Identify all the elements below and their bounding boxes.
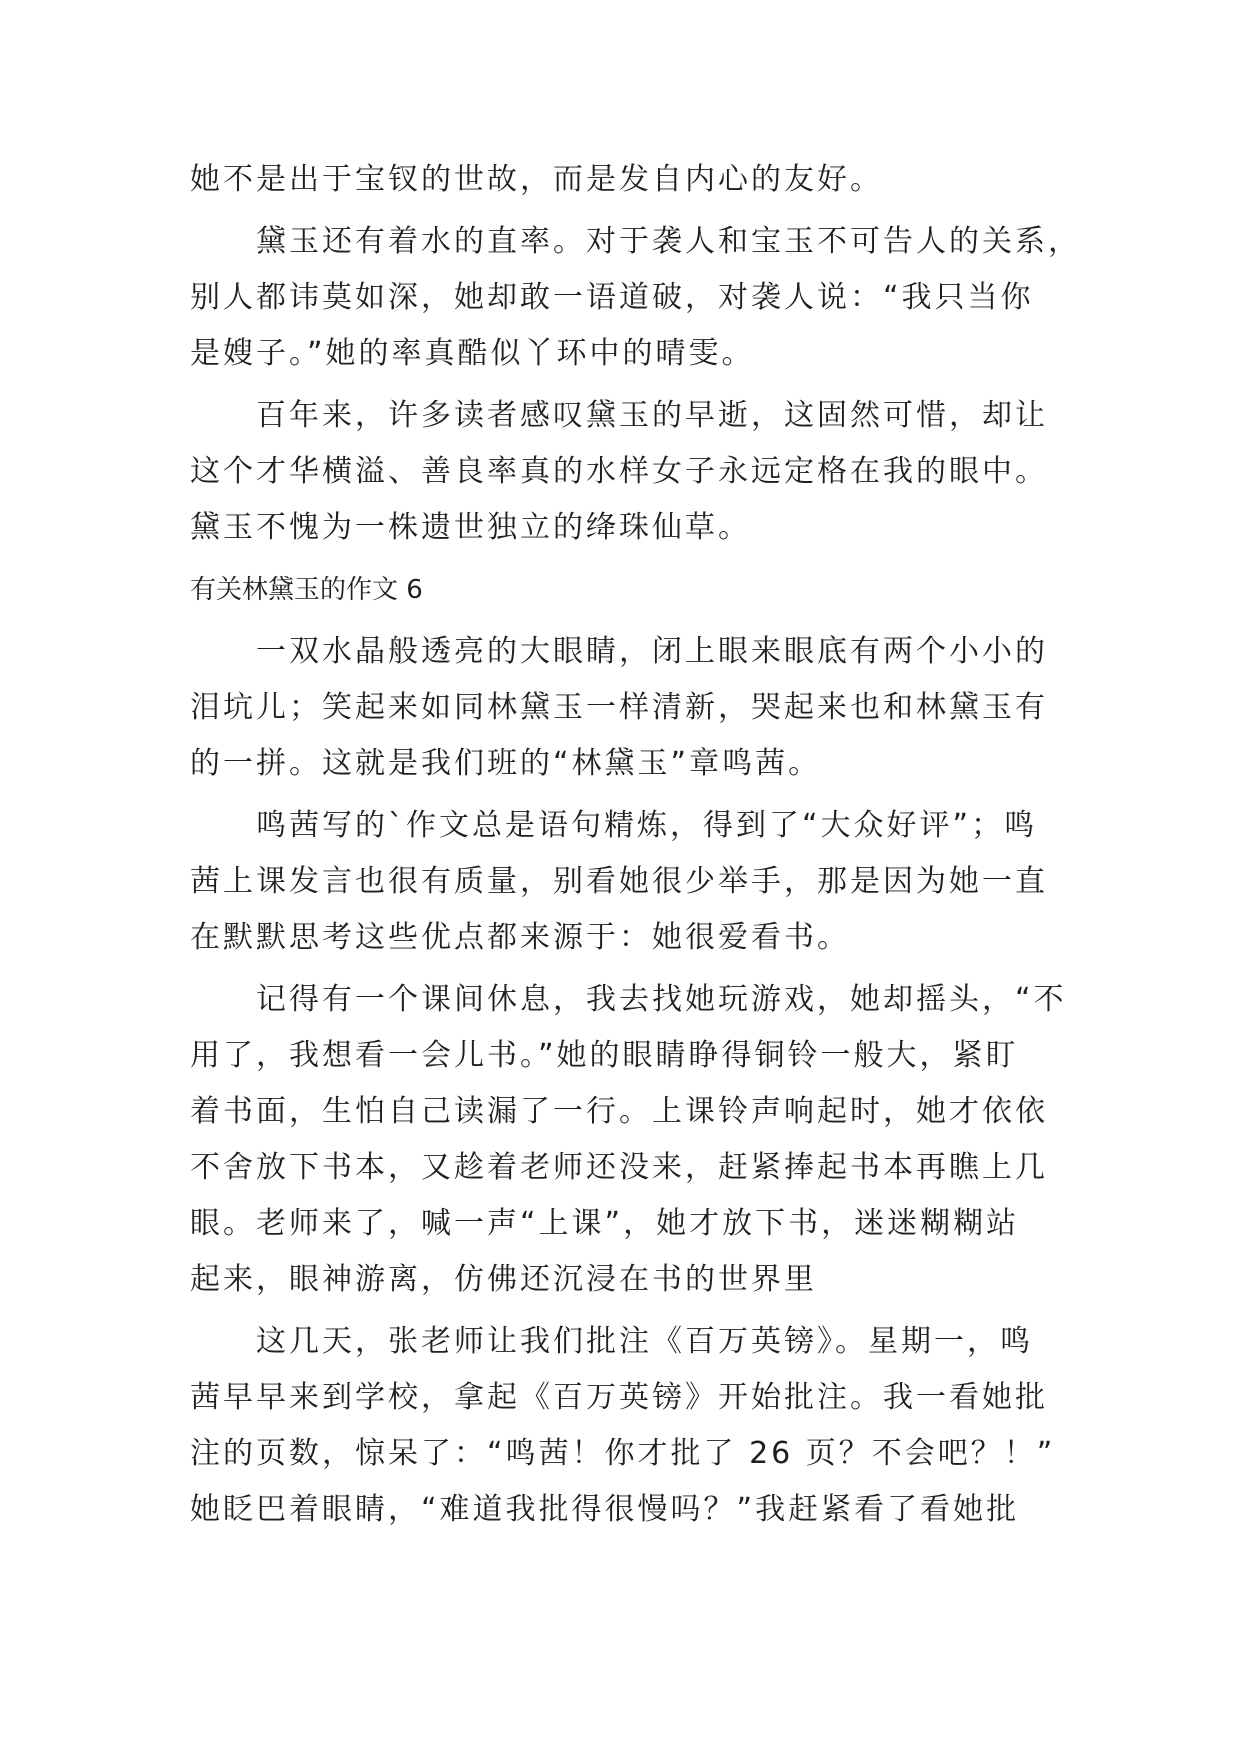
paragraph-line: 眼。老师来了，喊一声“上课”，她才放下书，迷迷糊糊站 xyxy=(190,1206,1020,1241)
paragraph-line: 记得有一个课间休息，我去找她玩游戏，她却摇头，“不 xyxy=(256,982,1067,1017)
paragraph xyxy=(190,152,1190,208)
paragraph-line: 泪坑儿；笑起来如同林黛玉一样清新，哭起来也和林黛玉有 xyxy=(190,690,1048,725)
paragraph xyxy=(190,214,1190,382)
paragraph xyxy=(190,798,1190,966)
paragraph-line: 她不是出于宝钗的世故，而是发自内心的友好。 xyxy=(190,162,883,197)
paragraph-line: 百年来，许多读者感叹黛玉的早逝，这固然可惜，却让 xyxy=(256,398,1048,433)
paragraph-line: 别人都讳莫如深，她却敢一语道破，对袭人说：“我只当你 xyxy=(190,280,1034,315)
paragraph-line: 茜早早来到学校，拿起《百万英镑》开始批注。我一看她批 xyxy=(190,1380,1048,1415)
document-body xyxy=(190,152,1190,1538)
paragraph-line: 鸣茜写的`作文总是语句精炼，得到了“大众好评”；鸣 xyxy=(256,808,1038,843)
paragraph-line: 不舍放下书本，又趁着老师还没来，赶紧捧起书本再瞧上几 xyxy=(190,1150,1048,1185)
paragraph-line: 注的页数，惊呆了：“鸣茜！你才批了 26 页？不会吧？！” xyxy=(190,1436,1056,1471)
paragraph-line: 黛玉不愧为一株遗世独立的绛珠仙草。 xyxy=(190,510,751,545)
paragraph-line: 起来，眼神游离，仿佛还沉浸在书的世界里 xyxy=(190,1262,817,1297)
paragraph-line: 茜上课发言也很有质量，别看她很少举手，那是因为她一直 xyxy=(190,864,1048,899)
paragraph-line: 用了，我想看一会儿书。”她的眼睛睁得铜铃一般大，紧盯 xyxy=(190,1038,1019,1073)
paragraph-line: 黛玉还有着水的直率。对于袭人和宝玉不可告人的关系， xyxy=(256,224,1081,259)
paragraph xyxy=(190,972,1190,1308)
paragraph-line: 的一拼。这就是我们班的“林黛玉”章鸣茜。 xyxy=(190,746,822,781)
paragraph-line: 她眨巴着眼睛，“难道我批得很慢吗？”我赶紧看了看她批 xyxy=(190,1492,1020,1527)
paragraph-line: 一双水晶般透亮的大眼睛，闭上眼来眼底有两个小小的 xyxy=(256,634,1048,669)
paragraph xyxy=(190,1314,1190,1538)
paragraph-line: 在默默思考这些优点都来源于：她很爱看书。 xyxy=(190,920,850,955)
paragraph-line: 是嫂子。”她的率真酷似丫环中的晴雯。 xyxy=(190,336,755,371)
section-heading: 有关林黛玉的作文 6 xyxy=(190,575,423,605)
paragraph xyxy=(190,624,1190,792)
paragraph-line: 着书面，生怕自己读漏了一行。上课铃声响起时，她才依依 xyxy=(190,1094,1048,1129)
paragraph-line: 这个才华横溢、善良率真的水样女子永远定格在我的眼中。 xyxy=(190,454,1048,489)
paragraph-line: 这几天，张老师让我们批注《百万英镑》。星期一，鸣 xyxy=(256,1324,1033,1359)
paragraph xyxy=(190,388,1190,556)
